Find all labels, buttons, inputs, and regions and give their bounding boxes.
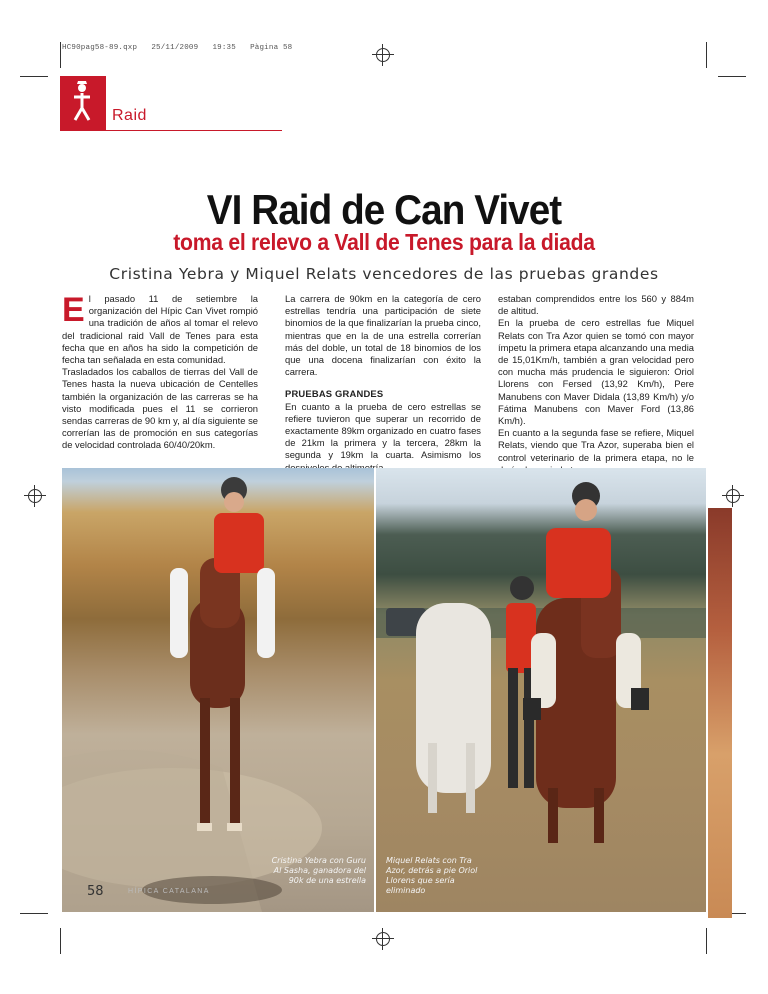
paragraph: Trasladados los caballos de tierras del Vall de Tenes hasta la nueva ubicación de Centelles también la organización de las carreras se ha visto modificada pues el 11 se corrieron sendas carreras de 90 km y, al día siguiente se correrían las de promoción en sus categorías de velocidad controlada 60/40/20km. bbox=[62, 366, 258, 451]
adjacent-page-bleed bbox=[708, 508, 732, 918]
registration-mark-icon bbox=[24, 485, 46, 507]
article-byline: Cristina Yebra y Miquel Relats vencedores de las pruebas grandes bbox=[109, 265, 659, 283]
photo-caption: Cristina Yebra con Guru Al Sasha, ganadora del 90k de una estrella bbox=[271, 856, 366, 885]
publication-name: HÍPICA CATALANA bbox=[128, 888, 210, 895]
section-badge bbox=[60, 76, 106, 130]
crop-mark bbox=[706, 42, 707, 68]
crop-mark bbox=[718, 76, 746, 77]
article-column-3 bbox=[498, 293, 694, 476]
article-column-2 bbox=[285, 293, 481, 474]
drop-cap: E bbox=[62, 291, 85, 329]
article-subtitle: toma el relevo a Vall de Tenes para la diada bbox=[173, 229, 595, 255]
article-title: VI Raid de Can Vivet bbox=[206, 186, 562, 233]
photo-rider-cristina bbox=[62, 468, 374, 912]
photo-rider-miquel bbox=[376, 468, 706, 912]
slug-date: 25/11/2009 bbox=[151, 44, 199, 52]
paragraph: En la prueba de cero estrellas fue Miquel Relats con Tra Azor quien se tomó con mayor ímpetu la primera etapa alcanzando una media de 15,01Km/h, también a gran velocidad pero con mucha más prudencia le siguieron: Oriol Llorens con Fersed (13,92 Km/h), Pere Manubens con Maver Didala (13,89 Km/h) y/o Fátima Manubens con Maver Ford (13,86 Km/h). bbox=[498, 317, 694, 427]
crop-mark bbox=[20, 913, 48, 914]
crop-mark bbox=[60, 928, 61, 954]
rider-logo-icon bbox=[60, 76, 106, 130]
photo-caption: Miquel Relats con Tra Azor, detrás a pie Oriol Llorens que sería eliminado bbox=[386, 856, 478, 895]
crop-mark bbox=[20, 76, 48, 77]
page-number: 58 bbox=[87, 884, 104, 899]
paragraph: En cuanto a la prueba de cero estrellas se refiere tuvieron que superar un recorrido de exactamente 89km organizado en cuatro fases de 21km la primera y la tercera, 28km la segunda y 19km la cuarta. Asimismo los bbox=[285, 400, 481, 461]
paragraph: En cuanto a la segunda fase se refiere, Miquel Relats, viendo que Tra Azor, superaba bien el control veterinario de la primera etapa, no le bbox=[498, 427, 694, 463]
printer-slug bbox=[62, 44, 292, 52]
paragraph: estaban comprendidos entre los 560 y 884m de altitud. bbox=[498, 293, 694, 317]
crop-mark bbox=[60, 42, 61, 68]
paragraph: La carrera de 90km en la categoría de cero estrellas tendría una participación de siete binomios de la que finalizarían la prueba cinco, mientras que en la de una estrella correrían más del doble, un total de 18 binomios de los que una docena finalizarían con éxito la carrera. bbox=[285, 293, 481, 378]
section-rule bbox=[60, 130, 282, 131]
horse-rider-illustration bbox=[62, 468, 374, 912]
article-column-1 bbox=[62, 293, 258, 452]
paragraph: l pasado 11 de setiembre la organización del Hípic Can Vivet rompió una tradición de años al tomar el relevo del tradicional raid Vall de Tenes para esta fecha que en años ha sido la competición de fecha tan señalada en esta comunidad. bbox=[62, 293, 258, 366]
registration-mark-icon bbox=[722, 485, 744, 507]
section-label: Raid bbox=[112, 107, 147, 124]
crop-mark bbox=[706, 928, 707, 954]
section-heading: PRUEBAS GRANDES bbox=[285, 388, 384, 400]
slug-page-label: Pàgina 58 bbox=[250, 44, 293, 52]
slug-file: HC90pag58-89.qxp bbox=[62, 44, 138, 52]
horses-riders-illustration bbox=[376, 468, 706, 912]
registration-mark-icon bbox=[372, 44, 394, 66]
slug-time: 19:35 bbox=[212, 44, 236, 52]
registration-mark-icon bbox=[372, 928, 394, 950]
